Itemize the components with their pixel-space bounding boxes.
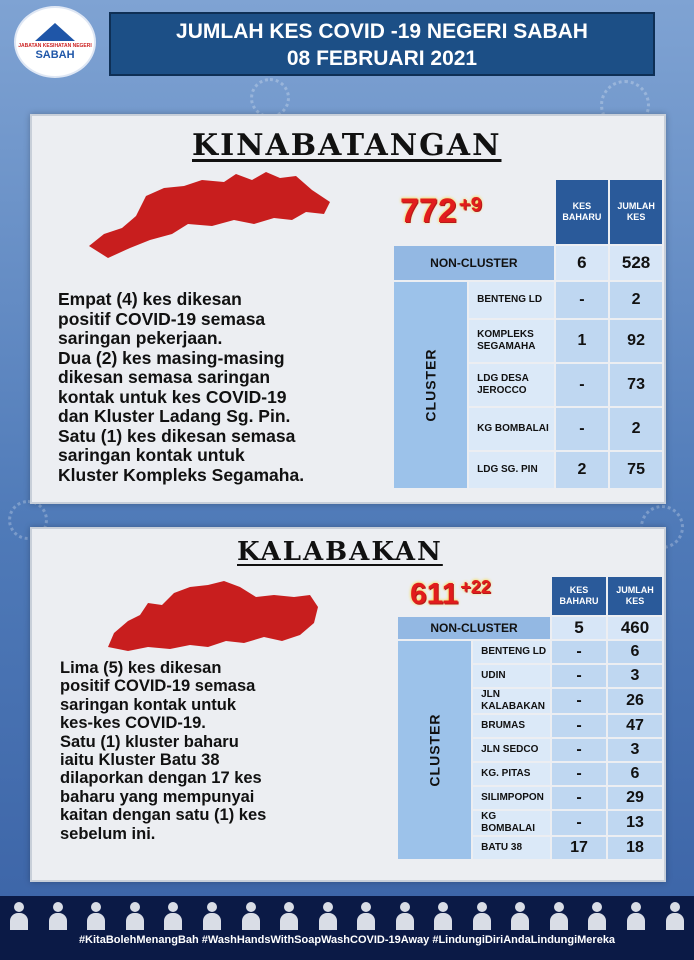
description-line: dan Kluster Ladang Sg. Pin. xyxy=(58,406,291,426)
cases-table xyxy=(396,575,664,861)
table-row xyxy=(398,641,662,663)
person-icon xyxy=(587,902,607,930)
person-icon xyxy=(48,902,68,930)
cluster-name: BRUMAS xyxy=(473,715,550,737)
cluster-name: SILIMPOPON xyxy=(473,787,550,809)
cluster-name: KG BOMBALAI xyxy=(469,408,554,450)
description-line: Satu (1) kes dikesan semasa xyxy=(58,425,296,446)
description-line: sebelum ini. xyxy=(60,824,156,843)
person-icon xyxy=(9,902,29,930)
non-cluster-new: 6 xyxy=(556,246,609,280)
case-description xyxy=(58,290,398,485)
table-row xyxy=(394,282,662,318)
cluster-new: - xyxy=(552,739,606,761)
person-icon xyxy=(241,902,261,930)
cluster-new: - xyxy=(552,665,606,687)
person-icon xyxy=(549,902,569,930)
person-icon xyxy=(86,902,106,930)
person-icon xyxy=(202,902,222,930)
kinabatangan-map xyxy=(84,168,334,268)
virus-decoration xyxy=(250,78,290,118)
cases-table xyxy=(392,178,664,490)
cluster-new: - xyxy=(552,787,606,809)
cluster-total: 47 xyxy=(608,715,662,737)
cluster-side-label: CLUSTER xyxy=(398,641,471,859)
new-cases-increase: +22 xyxy=(460,577,491,597)
cluster-total: 29 xyxy=(608,787,662,809)
person-icon xyxy=(626,902,646,930)
header-title: JUMLAH KES COVID -19 NEGERI SABAH xyxy=(176,20,588,43)
cluster-total: 2 xyxy=(610,282,662,318)
frontliner-figures xyxy=(0,896,694,930)
footer-banner xyxy=(0,896,694,960)
description-line: dilaporkan dengan 17 kes xyxy=(60,769,262,788)
cluster-total: 13 xyxy=(608,811,662,835)
cluster-name: LDG SG. PIN xyxy=(469,452,554,488)
person-icon xyxy=(318,902,338,930)
person-icon xyxy=(665,902,685,930)
district-shape xyxy=(108,581,318,651)
hashtags-text: #KitaBolehMenangBah #WashHandsWithSoapWashCOVID-19Away #LindungiDiriAndaLindungiMereka xyxy=(78,934,616,946)
cluster-total: 6 xyxy=(608,641,662,663)
cluster-total: 3 xyxy=(608,739,662,761)
non-cluster-label: NON-CLUSTER xyxy=(394,246,554,280)
non-cluster-row xyxy=(398,617,662,639)
cluster-new: - xyxy=(556,282,609,318)
non-cluster-total: 528 xyxy=(610,246,662,280)
logo-name: SABAH xyxy=(35,49,75,61)
non-cluster-total: 460 xyxy=(608,617,662,639)
cluster-name: LDG DESA JEROCCO xyxy=(469,364,554,406)
person-icon xyxy=(472,902,492,930)
cluster-side-label: CLUSTER xyxy=(394,282,467,488)
header-new-cases: KES BAHARU xyxy=(552,577,606,615)
person-icon xyxy=(395,902,415,930)
sabah-health-logo xyxy=(14,6,96,78)
header-new-cases: KES BAHARU xyxy=(556,180,609,244)
new-cases-increase: +9 xyxy=(458,193,482,216)
district-shape xyxy=(89,172,330,258)
cluster-total: 3 xyxy=(608,665,662,687)
cluster-new: - xyxy=(552,641,606,663)
cluster-name: UDIN xyxy=(473,665,550,687)
cluster-new: - xyxy=(552,715,606,737)
description-line: Satu (1) kluster baharu xyxy=(60,732,239,751)
non-cluster-label: NON-CLUSTER xyxy=(398,617,550,639)
cluster-name: JLN SEDCO xyxy=(473,739,550,761)
header-total-cases: JUMLAH KES xyxy=(608,577,662,615)
person-icon xyxy=(356,902,376,930)
cluster-name: BENTENG LD xyxy=(469,282,554,318)
person-icon xyxy=(125,902,145,930)
description-line: positif COVID-19 semasa xyxy=(60,677,256,696)
kalabakan-map xyxy=(104,575,324,655)
cluster-name: BATU 38 xyxy=(473,837,550,859)
description-line: positif COVID-19 semasa xyxy=(58,308,266,329)
person-icon xyxy=(163,902,183,930)
total-cases-value: 611 xyxy=(410,577,459,611)
total-cases-value: 772 xyxy=(400,192,457,230)
description-line: kontak untuk kes COVID-19 xyxy=(58,386,287,407)
cluster-total: 73 xyxy=(610,364,662,406)
mountain-icon xyxy=(35,23,75,41)
person-icon xyxy=(433,902,453,930)
description-line: kes-kes COVID-19. xyxy=(60,714,206,733)
cluster-name: KG BOMBALAI xyxy=(473,811,550,835)
cluster-total: 26 xyxy=(608,689,662,713)
case-description xyxy=(60,659,390,843)
page-header xyxy=(109,12,655,76)
description-line: saringan kontak untuk xyxy=(60,695,237,714)
cluster-new: - xyxy=(552,689,606,713)
cluster-new: 2 xyxy=(556,452,609,488)
person-icon xyxy=(279,902,299,930)
description-line: baharu yang mempunyai xyxy=(60,787,255,806)
cluster-total: 2 xyxy=(610,408,662,450)
non-cluster-new: 5 xyxy=(552,617,606,639)
kalabakan-panel xyxy=(30,527,666,882)
district-title: KALABAKAN xyxy=(237,537,443,567)
cluster-new: 1 xyxy=(556,320,609,362)
cluster-total: 6 xyxy=(608,763,662,785)
header-date: 08 FEBRUARI 2021 xyxy=(286,47,478,70)
description-line: saringan pekerjaan. xyxy=(58,328,223,348)
cluster-new: - xyxy=(556,364,609,406)
cluster-new: - xyxy=(552,811,606,835)
description-line: Kluster Kompleks Segamaha. xyxy=(58,464,305,485)
description-line: Dua (2) kes masing-masing xyxy=(58,347,285,368)
person-icon xyxy=(510,902,530,930)
cluster-new: 17 xyxy=(552,837,606,859)
cluster-new: - xyxy=(552,763,606,785)
cluster-new: - xyxy=(556,408,609,450)
description-line: kaitan dengan satu (1) kes xyxy=(60,806,267,825)
cluster-name: KG. PITAS xyxy=(473,763,550,785)
logo-tagline: JABATAN KESIHATAN NEGERI xyxy=(18,43,92,49)
description-line: saringan kontak untuk xyxy=(58,445,245,465)
description-line: Empat (4) kes dikesan xyxy=(58,289,242,309)
district-title: KINABATANGAN xyxy=(192,128,502,163)
cluster-name: JLN KALABAKAN xyxy=(473,689,550,713)
description-line: iaitu Kluster Batu 38 xyxy=(60,751,220,770)
cluster-total: 92 xyxy=(610,320,662,362)
cluster-total: 18 xyxy=(608,837,662,859)
kinabatangan-panel xyxy=(30,114,666,504)
description-line: dikesan semasa saringan xyxy=(58,367,271,387)
non-cluster-row xyxy=(394,246,662,280)
cluster-name: BENTENG LD xyxy=(473,641,550,663)
cluster-total: 75 xyxy=(610,452,662,488)
cluster-name: KOMPLEKS SEGAMAHA xyxy=(469,320,554,362)
description-line: Lima (5) kes dikesan xyxy=(60,659,222,677)
header-total-cases: JUMLAH KES xyxy=(610,180,662,244)
